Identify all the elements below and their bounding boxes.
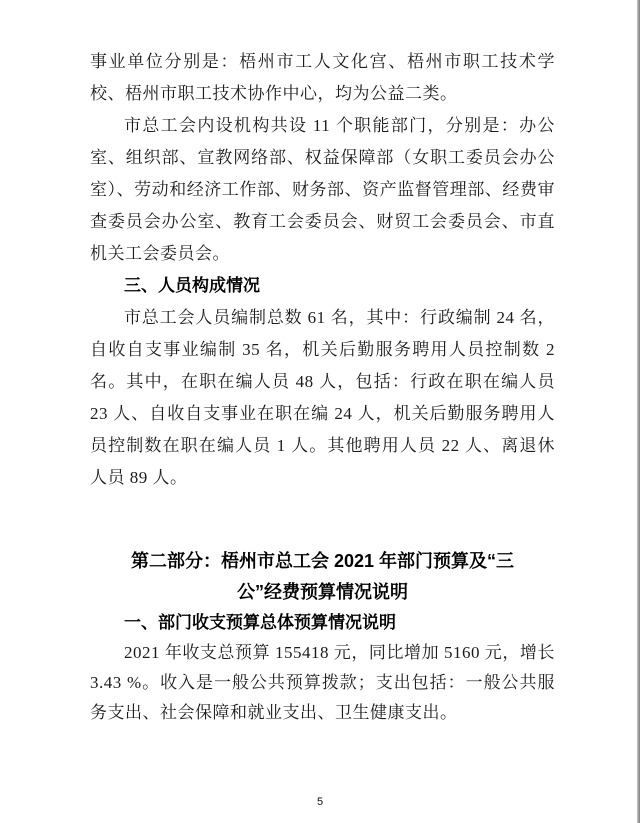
paragraph-institutions-continued: 事业单位分别是：梧州市工人文化宫、梧州市职工技术学校、梧州市职工技术协作中心，均为公益二类。 [90,52,555,103]
paragraph-budget-overview: 2021 年收支总预算 155418 元，同比增加 5160 元，增长 3.43 %。收入是一般公共预算拨款；支出包括：一般公共服务支出、社会保障和就业支出、卫生健康支出。 [90,643,555,722]
heading-part-two: 第二部分：梧州市总工会 2021 年部门预算及“三公”经费预算情况说明 [130,551,515,602]
page-number: 5 [316,796,324,808]
paragraph-internal-departments: 市总工会内设机构共设 11 个职能部门，分别是：办公室、组织部、宣教网络部、权益保障部（女职工委员会办公室）、劳动和经济工作部、财务部、资产监督管理部、经费审查委员会办公室、教育工会委员会、财贸工会委员会、市直机关工会委员会。 [90,116,555,263]
heading-budget-overview: 一、部门收支预算总体预算情况说明 [124,613,396,632]
document-body [90,46,555,728]
paragraph-personnel-numbers: 市总工会人员编制总数 61 名，其中：行政编制 24 名，自收自支事业编制 35 名，机关后勤服务聘用人员控制数 2 名。其中，在职在编人员 48 人，包括：行政在职在编人员 23 人、自收自支事业在职在编 24 人，机关后勤服务聘用人员控制数在职在编人员 1 人。其他聘用人员 22 人、离退休人员 89 人。 [90,308,555,487]
heading-personnel-composition: 三、人员构成情况 [124,276,260,295]
